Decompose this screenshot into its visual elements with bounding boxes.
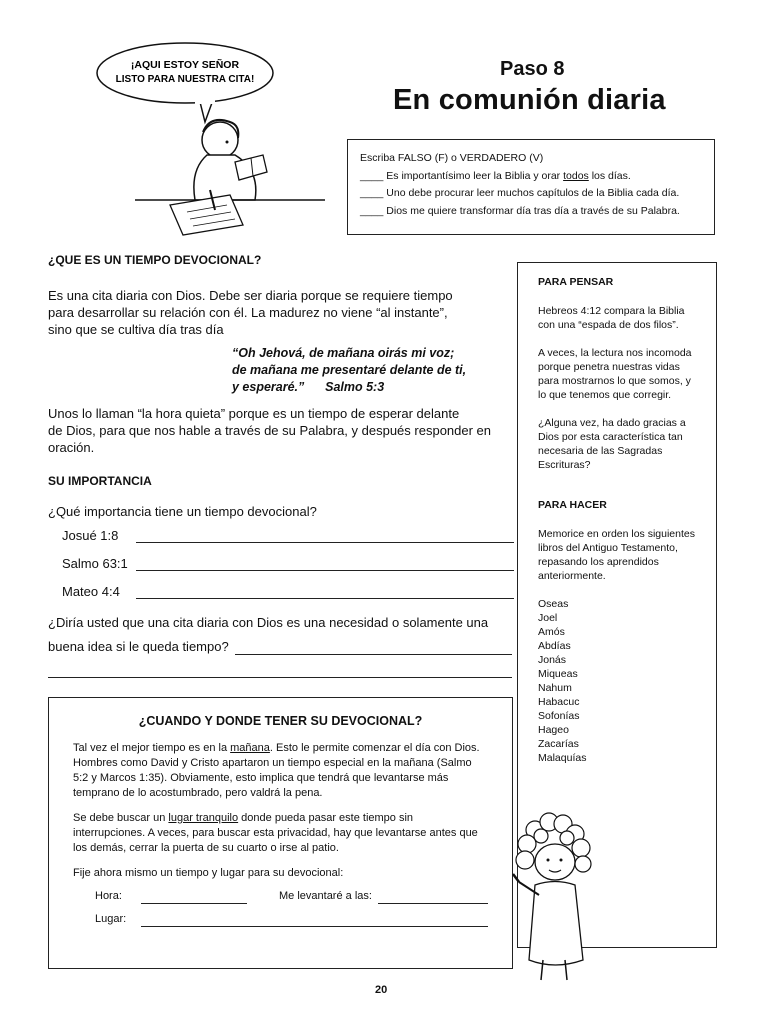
box-heading: ¿CUANDO Y DONDE TENER SU DEVOCIONAL?	[138, 714, 423, 728]
reference-label: Mateo 4:4	[62, 584, 120, 599]
reference-answer-list	[62, 528, 514, 599]
sidebar-paragraph: ¿Alguna vez, ha dado gracias a Dios por esta característica tan necesaria de las Sagradas Escrituras?	[538, 417, 686, 471]
answer-line[interactable]	[136, 558, 514, 571]
paragraph-line: oración.	[48, 440, 95, 455]
question-necesidad: ¿Diría usted que una cita diaria con Dios es una necesidad o solamente una	[48, 615, 489, 630]
scripture-quote	[232, 345, 466, 396]
book-item: Hageo	[538, 724, 569, 736]
section-heading-importancia: SU IMPORTANCIA	[48, 474, 152, 488]
tf-item-text: Dios me quiere transformar día tras día a través de su Palabra.	[386, 204, 680, 217]
quote-line: de mañana me presentaré delante de ti,	[232, 363, 467, 377]
question-necesidad-line2	[48, 638, 512, 655]
book-item: Nahum	[538, 682, 572, 694]
step-label: Paso 8	[500, 58, 565, 80]
tf-intro: Escriba FALSO (F) o VERDADERO (V)	[360, 152, 544, 164]
answer-blank[interactable]: ____	[360, 187, 384, 199]
underlined-text: mañana	[230, 742, 270, 754]
paragraph-fije: Fije ahora mismo un tiempo y lugar para su devocional:	[73, 867, 344, 879]
paragraph-line: de Dios, para que nos hable a través de su Palabra, y después responder en	[48, 423, 492, 438]
question-importancia: ¿Qué importancia tiene un tiempo devocional?	[48, 504, 317, 519]
true-false-box	[347, 139, 715, 235]
levantare-label: Me levantaré a las:	[279, 890, 372, 902]
paragraph-definition	[48, 287, 453, 338]
paragraph-line: Unos lo llaman “la hora quieta” porque es un tiempo de esperar delante	[48, 406, 460, 421]
underlined-text: lugar tranquilo	[168, 812, 239, 824]
sidebar-paragraph: Memorice en orden los siguientes libros del Antiguo Testamento, repasando los aprendidos anteriormente.	[538, 528, 695, 582]
text: Se debe buscar un	[73, 812, 169, 824]
paragraph-manana	[73, 741, 488, 801]
paragraph-line: sino que se cultiva día tras día	[48, 322, 224, 337]
text: . Esto le permite comenzar el día con Dios. Hombres como David y Cristo apartaron un tiempo especial en la mañana (Salmo 5:2 y Marcos 1:35). Obviamente, esto implica que tendrá que levantarse más temprano de lo acostumbrado, pero valdrá la pena.	[73, 742, 480, 799]
tf-item	[360, 203, 702, 221]
quote-line: y esperaré.” Salmo 5:3	[232, 380, 385, 394]
sidebar-paragraph: A veces, la lectura nos incomoda porque penetra nuestras vidas para mostrarnos lo que somos, y lo que tenemos que corregir.	[538, 347, 692, 401]
answer-line[interactable]	[235, 642, 512, 655]
sidebar-heading-pensar: PARA PENSAR	[538, 276, 614, 288]
tf-item-text: Es importantísimo leer la Biblia y orar	[386, 169, 564, 182]
woman-with-pointer-illustration	[505, 810, 605, 985]
answer-line[interactable]	[136, 530, 514, 543]
tf-item	[360, 185, 702, 203]
text: Tal vez el mejor tiempo es en la	[73, 742, 231, 754]
speech-line-1: ¡AQUI ESTOY SEÑOR	[130, 59, 240, 71]
tf-item	[360, 168, 702, 186]
sidebar-paragraph: Hebreos 4:12 compara la Biblia con una “espada de dos filos”.	[538, 305, 685, 331]
book-item: Abdías	[538, 640, 571, 652]
hora-field[interactable]	[141, 891, 247, 904]
paragraph-line: para desarrollar su relación con él. La madurez no viene “al instante”,	[48, 305, 448, 320]
answer-line[interactable]	[136, 586, 514, 599]
tf-item-text-end: los días.	[588, 169, 631, 182]
paragraph-line: Es una cita diaria con Dios. Debe ser diaria porque se requiere tiempo	[48, 288, 453, 303]
section-heading-devocional: ¿QUE ES UN TIEMPO DEVOCIONAL?	[48, 253, 262, 267]
book-item: Jonás	[538, 654, 567, 666]
paragraph-hora-quieta	[48, 405, 491, 456]
reference-label: Josué 1:8	[62, 528, 119, 543]
reading-man-illustration	[95, 40, 355, 240]
book-item: Habacuc	[538, 696, 580, 708]
sidebar-heading-hacer: PARA HACER	[538, 499, 607, 511]
book-item: Miqueas	[538, 668, 578, 680]
book-item: Sofonías	[538, 710, 580, 722]
book-item: Oseas	[538, 598, 569, 610]
lugar-field[interactable]	[141, 914, 488, 927]
answer-line[interactable]	[48, 677, 512, 678]
paragraph-lugar	[73, 811, 488, 856]
quote-line: “Oh Jehová, de mañana oirás mi voz;	[232, 346, 455, 360]
reference-row	[62, 528, 514, 543]
answer-blank[interactable]: ____	[360, 204, 384, 217]
tf-item-text: Uno debe procurar leer muchos capítulos de la Biblia cada día.	[386, 187, 680, 199]
page-title: En comunión diaria	[393, 84, 666, 116]
book-item: Joel	[538, 612, 558, 624]
answer-blank[interactable]: ____	[360, 169, 384, 182]
reference-row	[62, 556, 514, 571]
levantare-field[interactable]	[378, 891, 488, 904]
when-where-box	[48, 697, 513, 969]
time-fill-row	[73, 889, 488, 904]
book-item: Malaquías	[538, 752, 587, 764]
place-fill-row	[73, 912, 488, 927]
lugar-label: Lugar:	[95, 913, 127, 925]
tf-item-underlined: todos	[563, 169, 589, 182]
page-number: 20	[375, 984, 388, 996]
text: donde pueda pasar este tiempo sin interrupciones. A veces, para buscar esta privacidad, hay que levantarse antes que los demás, cerrar la puerta de su cuarto o irse al patio.	[73, 812, 478, 854]
book-item: Zacarías	[538, 738, 579, 750]
speech-line-2: LISTO PARA NUESTRA CITA!	[115, 74, 255, 85]
book-list	[538, 597, 698, 765]
reference-row	[62, 584, 514, 599]
reference-label: Salmo 63:1	[62, 556, 128, 571]
question-text: buena idea si le queda tiempo?	[48, 639, 229, 654]
hora-label: Hora:	[95, 890, 122, 902]
book-item: Amós	[538, 626, 565, 638]
